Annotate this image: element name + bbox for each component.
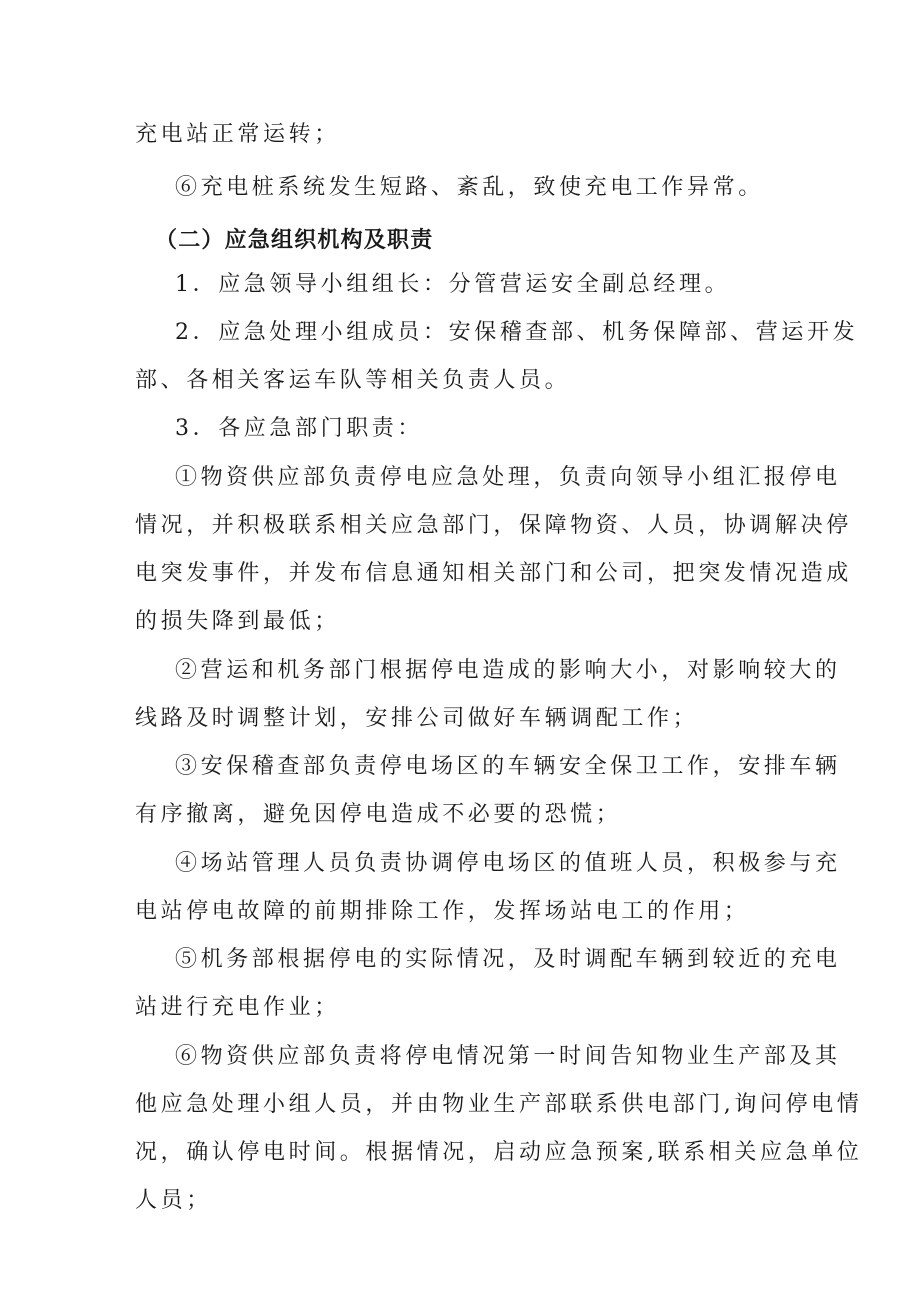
section-heading: （二）应急组织机构及职责 [155, 227, 434, 253]
text-line: 充电站正常运转； [135, 122, 340, 147]
text-line: 部、各相关客运车队等相关负责人员。 [135, 368, 571, 393]
text-line: 况，确认停电时间。根据情况，启动应急预案,联系相关应急单位 [135, 1140, 863, 1165]
text-line: 站进行充电作业； [135, 995, 340, 1020]
text-line: 3．各应急部门职责： [175, 416, 423, 441]
text-line: 的损失降到最低； [135, 609, 340, 634]
text-line: ⑥充电桩系统发生短路、紊乱，致使充电工作异常。 [175, 175, 764, 200]
text-line: ⑤机务部根据停电的实际情况，及时调配车辆到较近的充电 [175, 947, 841, 972]
text-line: 他应急处理小组人员，并由物业生产部联系供电部门,询问停电情 [135, 1092, 863, 1117]
text-line: 1．应急领导小组组长：分管营运安全副总经理。 [175, 272, 731, 297]
text-line: 情况，并积极联系相关应急部门，保障物资、人员，协调解决停 [135, 513, 852, 538]
text-line: 有序撤离，避免因停电造成不必要的恐慌； [135, 802, 622, 827]
text-line: ⑥物资供应部负责将停电情况第一时间告知物业生产部及其 [175, 1044, 841, 1069]
text-line: ②营运和机务部门根据停电造成的影响大小，对影响较大的 [175, 658, 841, 683]
text-line: ④场站管理人员负责协调停电场区的值班人员，积极参与充 [175, 851, 841, 876]
text-line: ③安保稽查部负责停电场区的车辆安全保卫工作，安排车辆 [175, 754, 841, 779]
text-line: 2．应急处理小组成员：安保稽查部、机务保障部、营运开发 [175, 320, 859, 345]
text-line: 线路及时调整计划，安排公司做好车辆调配工作； [135, 706, 699, 731]
text-line: 电站停电故障的前期排除工作，发挥场站电工的作用； [135, 899, 750, 924]
text-line: 电突发事件，并发布信息通知相关部门和公司，把突发情况造成 [135, 561, 852, 586]
text-line: 人员； [135, 1188, 212, 1213]
text-line: ①物资供应部负责停电应急处理，负责向领导小组汇报停电 [175, 465, 841, 490]
